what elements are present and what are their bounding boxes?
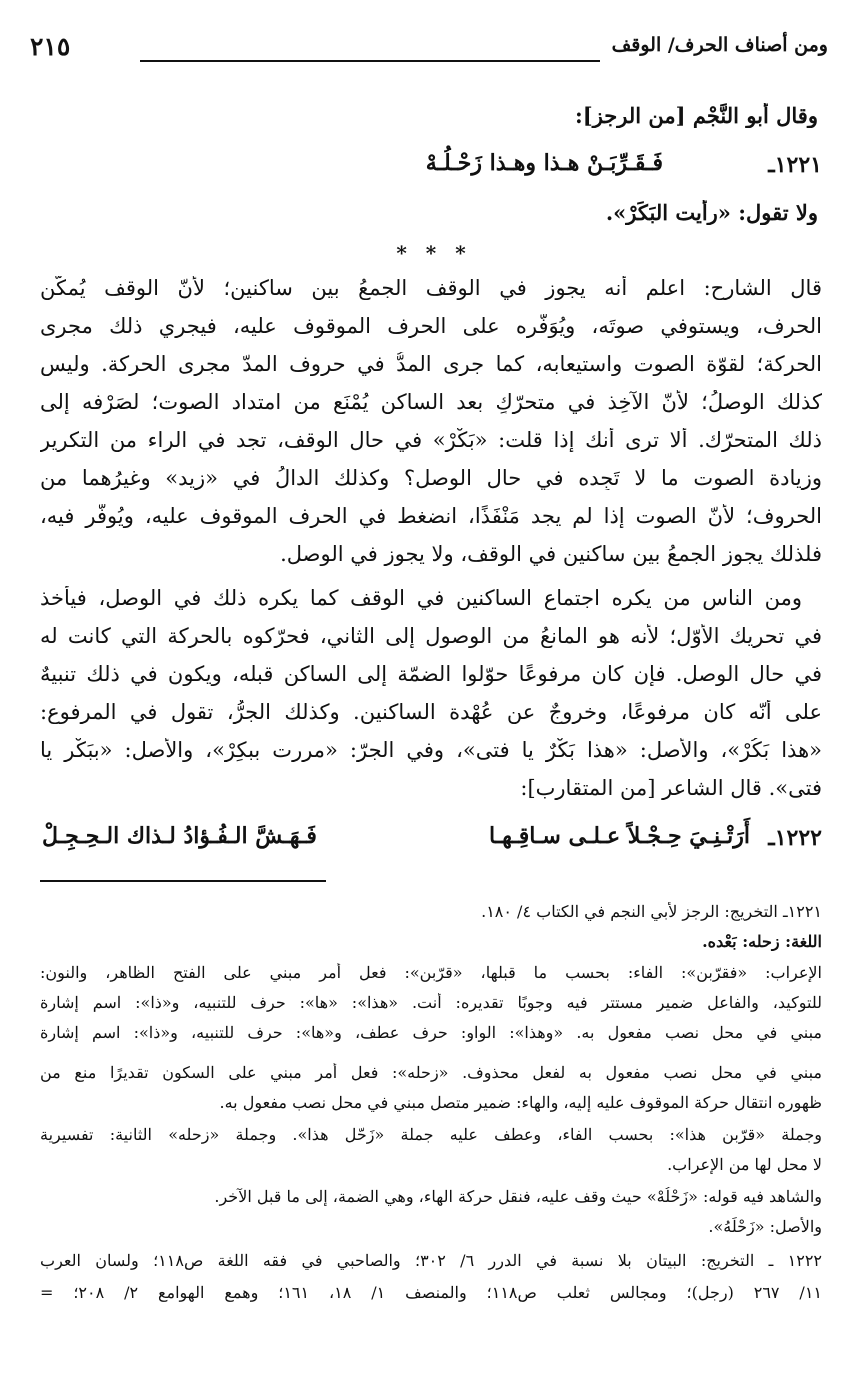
body-line: في تحريك الأوّل؛ لأنه هو المانعُ من الوصول إلى الثاني، فحرّكوه بالحركة التي كانت له (40, 624, 822, 648)
footnote-line: ١١/ ٢٦٧ (رجل)؛ ومجالس ثعلب ص١١٨؛ والمنصف ١/ ١٨، ١٦١؛ وهمع الهوامع ٢/ ٢٠٨؛ = (40, 1283, 822, 1302)
verse-number-1221: ١٢٢١ـ (768, 152, 822, 178)
body-line: الحروف؛ لأنّ الصوت إذا لم يجد مَنْفَذًا، انضغط في الحرف الموقوف عليه، ويُوفَّر فيه، (40, 504, 822, 528)
footnote-line: الإعراب: «فقرّبن»: الفاء: بحسب ما قبلها، «قرّبن»: فعل أمر مبني على الفتح الظاهر، والنون: (40, 963, 822, 982)
footnote-separator (40, 880, 326, 882)
footnote-line: ظهوره انتقال حركة الموقوف عليه إليه، والهاء: ضمير متصل مبني في محل نصب مفعول به. (219, 1093, 822, 1112)
footnote-line: للتوكيد، والفاعل ضمير مستتر فيه وجوبًا تقديره: أنت. «هذا»: «ها»: حرف للتنبيه، و«ذا»: اسم إشارة (40, 993, 822, 1012)
body-line: في حال الوصل. فإن كان مرفوعًا حوّلوا الضمّة إلى الساكن قبله، ويكون في ذلك تنبيهٌ (40, 662, 822, 686)
verse-1222-second-hemistich: فَـهَـشَّ الـفُـؤادُ لـذاك الـحِـجِـلْ (42, 823, 317, 849)
body-line: وزيادة الصوت ما لا تَجِده في حال الوصل؟ وكذلك الدالُ في «زيد» وغيرُهما من (40, 466, 822, 490)
verse-1221: فَـقَـرِّبَـنْ هـذا وهـذا زَحْـلُـهْ (425, 150, 663, 176)
footnote-line: وجملة «قرّبن هذا»: بحسب الفاء، وعطف عليه جملة «زَحّل هذا». وجملة «زحله» الثانية: تفسيرية (40, 1125, 822, 1144)
body-line: ومن الناس من يكره اجتماع الساكنين في الوقف كما يكره ذلك في الوصل، فيأخذ (40, 586, 802, 610)
body-line: الحرف، ويستوفي صوتَه، ويُوَفّره على الحرف الموقوف عليه، فيجري ذلك مجرى (40, 314, 822, 338)
body-line: فتى». قال الشاعر [من المتقارب]: (520, 776, 822, 800)
body-line: ذلك المتحرّك. ألا ترى أنك إذا قلت: «بَكْرْ» في حال الوقف، تجد في الراء من التكرير (40, 428, 822, 452)
verse-number-1222: ١٢٢٢ـ (768, 825, 822, 851)
body-line: قال الشارح: اعلم أنه يجوز في الوقف الجمعُ بين ساكنين؛ لأنّ الوقف يُمكّن (40, 276, 822, 300)
footnote-line: مبني في محل نصب مفعول به. «وهذا»: الواو: حرف عطف، و«ها»: حرف للتنبيه، و«ذا»: اسم إشارة (40, 1023, 822, 1042)
after-verse-line: ولا تقول: «رأيت البَكَرْ». (605, 200, 818, 225)
footnote-line: والشاهد فيه قوله: «زَحْلُهْ» حيث وقف عليه، فنقل حركة الهاء، وهي الضمة، إلى ما قبل الآخر. (214, 1187, 822, 1206)
section-separator: * * * (396, 241, 472, 265)
body-line: على أنّه كان مرفوعًا، وخروجٌ عن عُهْدة الساكنين. وكذلك الجرُّ، تقول في المرفوع: (40, 700, 822, 724)
intro-line: وقال أبو النَّجْم [من الرجز]: (575, 103, 818, 128)
chapter-title: ومن أصناف الحرف/ الوقف (611, 34, 828, 56)
footnote-line: ١٢٢١ـ التخريج: الرجز لأبي النجم في الكتاب ٤/ ١٨٠. (481, 902, 822, 921)
running-header (30, 32, 828, 72)
body-line: فلذلك يجوز الجمعُ بين ساكنين في الوقف، ولا يجوز في الوصل. (280, 542, 822, 566)
footnote-line: والأصل: «زَحْلَهُ». (708, 1217, 822, 1236)
footnote-line: مبني في محل نصب مفعول به لفعل محذوف. «زحله»: فعل أمر مبني على السكون تقديرًا منع من (40, 1063, 822, 1082)
footnote-line: ١٢٢٢ ـ التخريج: البيتان بلا نسبة في الدرر ٦/ ٣٠٢؛ والصاحبي في فقه اللغة ص١١٨؛ ولسان العرب (40, 1251, 822, 1270)
header-rule (140, 60, 600, 62)
body-line: كذلك الوصلُ؛ لأنّ الآخِذ في متحرّكٍ بعد الساكن يُمْنَع من امتداد الصوت؛ لصَرْفه إلى (40, 390, 822, 414)
footnote-line: اللغة: زحله: بَعْده. (702, 932, 822, 951)
verse-1222-first-hemistich: أَرَتْـنِـيَ حِـجْـلاً عـلـى سـاقِـهـا (489, 823, 750, 849)
footnote-line: لا محل لها من الإعراب. (667, 1155, 822, 1174)
page-number: ٢١٥ (30, 32, 71, 61)
body-line: «هذا بَكُرْ»، والأصل: «هذا بَكْرٌ يا فتى»، وفي الجرّ: «مررت ببكِرْ»، والأصل: «ببَكْرٍ يا (40, 738, 822, 762)
body-line: الحركة؛ لقوّة الصوت واستيعابه، كما جرى المدُّ في حروف المدّ مجرى الحركة. وليس (40, 352, 822, 376)
